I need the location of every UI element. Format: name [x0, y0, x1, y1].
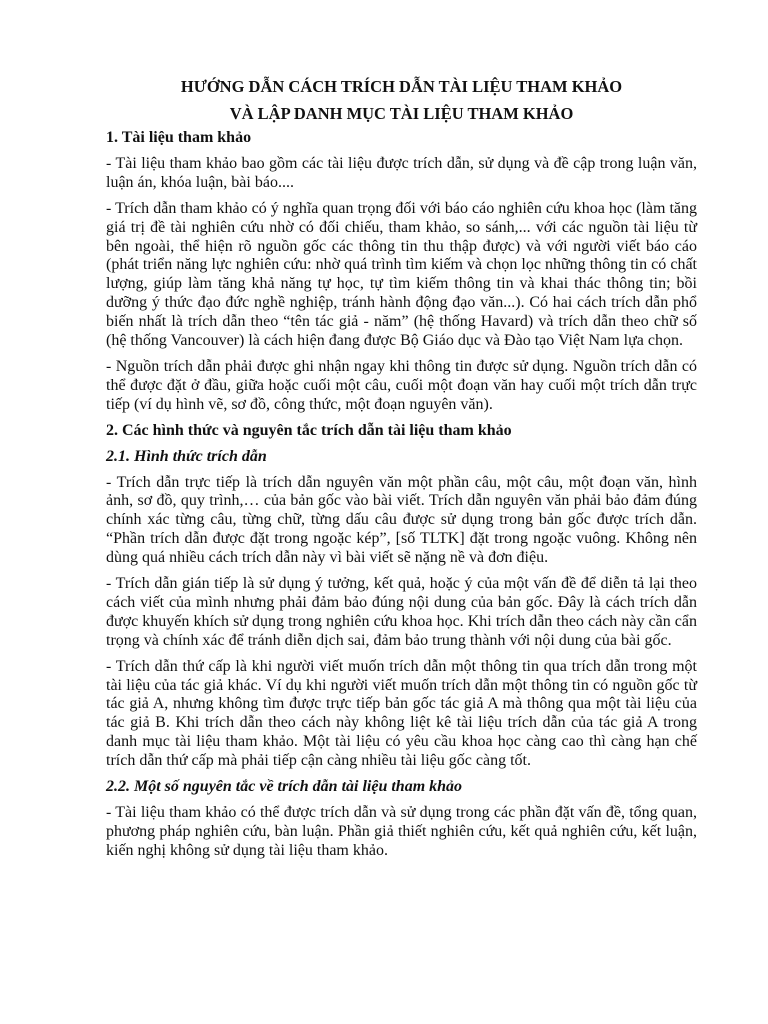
section-2-2-heading: 2.2. Một số nguyên tắc về trích dẫn tài liệu tham khảo	[106, 778, 463, 796]
document-title-line2: VÀ LẬP DANH MỤC TÀI LIỆU THAM KHẢO	[229, 104, 574, 123]
section-1-heading: 1. Tài liệu tham khảo	[106, 129, 252, 146]
section-2-heading: 2. Các hình thức và nguyên tắc trích dẫn tài liệu tham khảo	[106, 421, 512, 439]
section-2-1-paragraph-2: - Trích dẫn gián tiếp là sử dụng ý tưởng, kết quả, hoặc ý của một vấn đề để diễn tả lại theo cách viết của mình nhưng phải đảm bảo đúng nội dung của bản gốc. Đây là cách trích dẫn được khuyến khích sử dụng trong nghiên cứu khoa học. Khi trích dẫn theo cách này cần cẩn trọng và chính xác để tránh diễn dịch sai, đảm bảo trung thành với nội dung của bài gốc.	[106, 575, 697, 649]
section-1-paragraph-1: - Tài liệu tham khảo bao gồm các tài liệu được trích dẫn, sử dụng và đề cập trong luận văn, luận án, khóa luận, bài báo....	[106, 154, 697, 191]
document-title-line1: HƯỚNG DẪN CÁCH TRÍCH DẪN TÀI LIỆU THAM KHẢO	[180, 77, 623, 96]
section-2-1-heading: 2.1. Hình thức trích dẫn	[106, 447, 267, 465]
section-2-1-paragraph-3: - Trích dẫn thứ cấp là khi người viết muốn trích dẫn một thông tin qua trích dẫn trong một tài liệu của tác giả khác. Ví dụ khi người viết muốn trích dẫn một thông tin có nguồn gốc từ tác giả A, nhưng không tìm được trực tiếp bản gốc tác giả A mà thông qua một tài liệu của tác giả B. Khi trích dẫn theo cách này không liệt kê tài liệu trích dẫn của tác giả A trong danh mục tài liệu tham khảo. Một tài liệu có yêu cầu khoa học càng cao thì càng hạn chế trích dẫn thứ cấp mà phải tiếp cận càng nhiều tài liệu gốc càng tốt.	[106, 657, 697, 770]
section-2-1-paragraph-1: - Trích dẫn trực tiếp là trích dẫn nguyên văn một phần câu, một câu, một đoạn văn, hình ảnh, sơ đồ, quy trình,… của bản gốc vào bài viết. Trích dẫn nguyên văn phải bảo đảm đúng chính xác từng câu, từng chữ, từng dấu câu được sử dụng trong bản gốc được trích dẫn. “Phần trích dẫn được đặt trong ngoặc kép”, [số TLTK] đặt trong ngoặc vuông. Không nên dùng quá nhiều cách trích dẫn này vì bài viết sẽ nặng nề và đơn điệu.	[106, 473, 697, 567]
section-2-2-paragraph-1: - Tài liệu tham khảo có thể được trích dẫn và sử dụng trong các phần đặt vấn đề, tổng quan, phương pháp nghiên cứu, bàn luận. Phần giả thiết nghiên cứu, kết quả nghiên cứu, kết luận, kiến nghị không sử dụng tài liệu tham khảo.	[106, 804, 697, 859]
section-1-paragraph-3: - Nguồn trích dẫn phải được ghi nhận ngay khi thông tin được sử dụng. Nguồn trích dẫn có thể được đặt ở đầu, giữa hoặc cuối một câu, cuối một đoạn văn hay cuối một trích dẫn trực tiếp (ví dụ hình vẽ, sơ đồ, công thức, một đoạn nguyên văn).	[106, 357, 697, 413]
section-1-paragraph-2: - Trích dẫn tham khảo có ý nghĩa quan trọng đối với báo cáo nghiên cứu khoa học (làm tăng giá trị đề tài nghiên cứu nhờ có đối chiếu, tham khảo, so sánh,... với các nguồn tài liệu từ bên ngoài, thể hiện rõ nguồn gốc các thông tin thu thập được) và với người viết báo cáo (phát triển năng lực nghiên cứu: nhờ quá trình tìm kiếm và chọn lọc những thông tin có chất lượng, giúp làm tăng khả năng tự học, tự tìm kiếm thông tin và khai thác thông tin; bồi dưỡng ý thức đạo đức nghề nghiệp, tránh hành động đạo văn...). Có hai cách trích dẫn phổ biến nhất là trích dẫn theo “tên tác giả - năm” (hệ thống Havard) và trích dẫn theo chữ số (hệ thống Vancouver) là cách hiện đang được Bộ Giáo dục và Đào tạo Việt Nam lựa chọn.	[106, 199, 697, 350]
